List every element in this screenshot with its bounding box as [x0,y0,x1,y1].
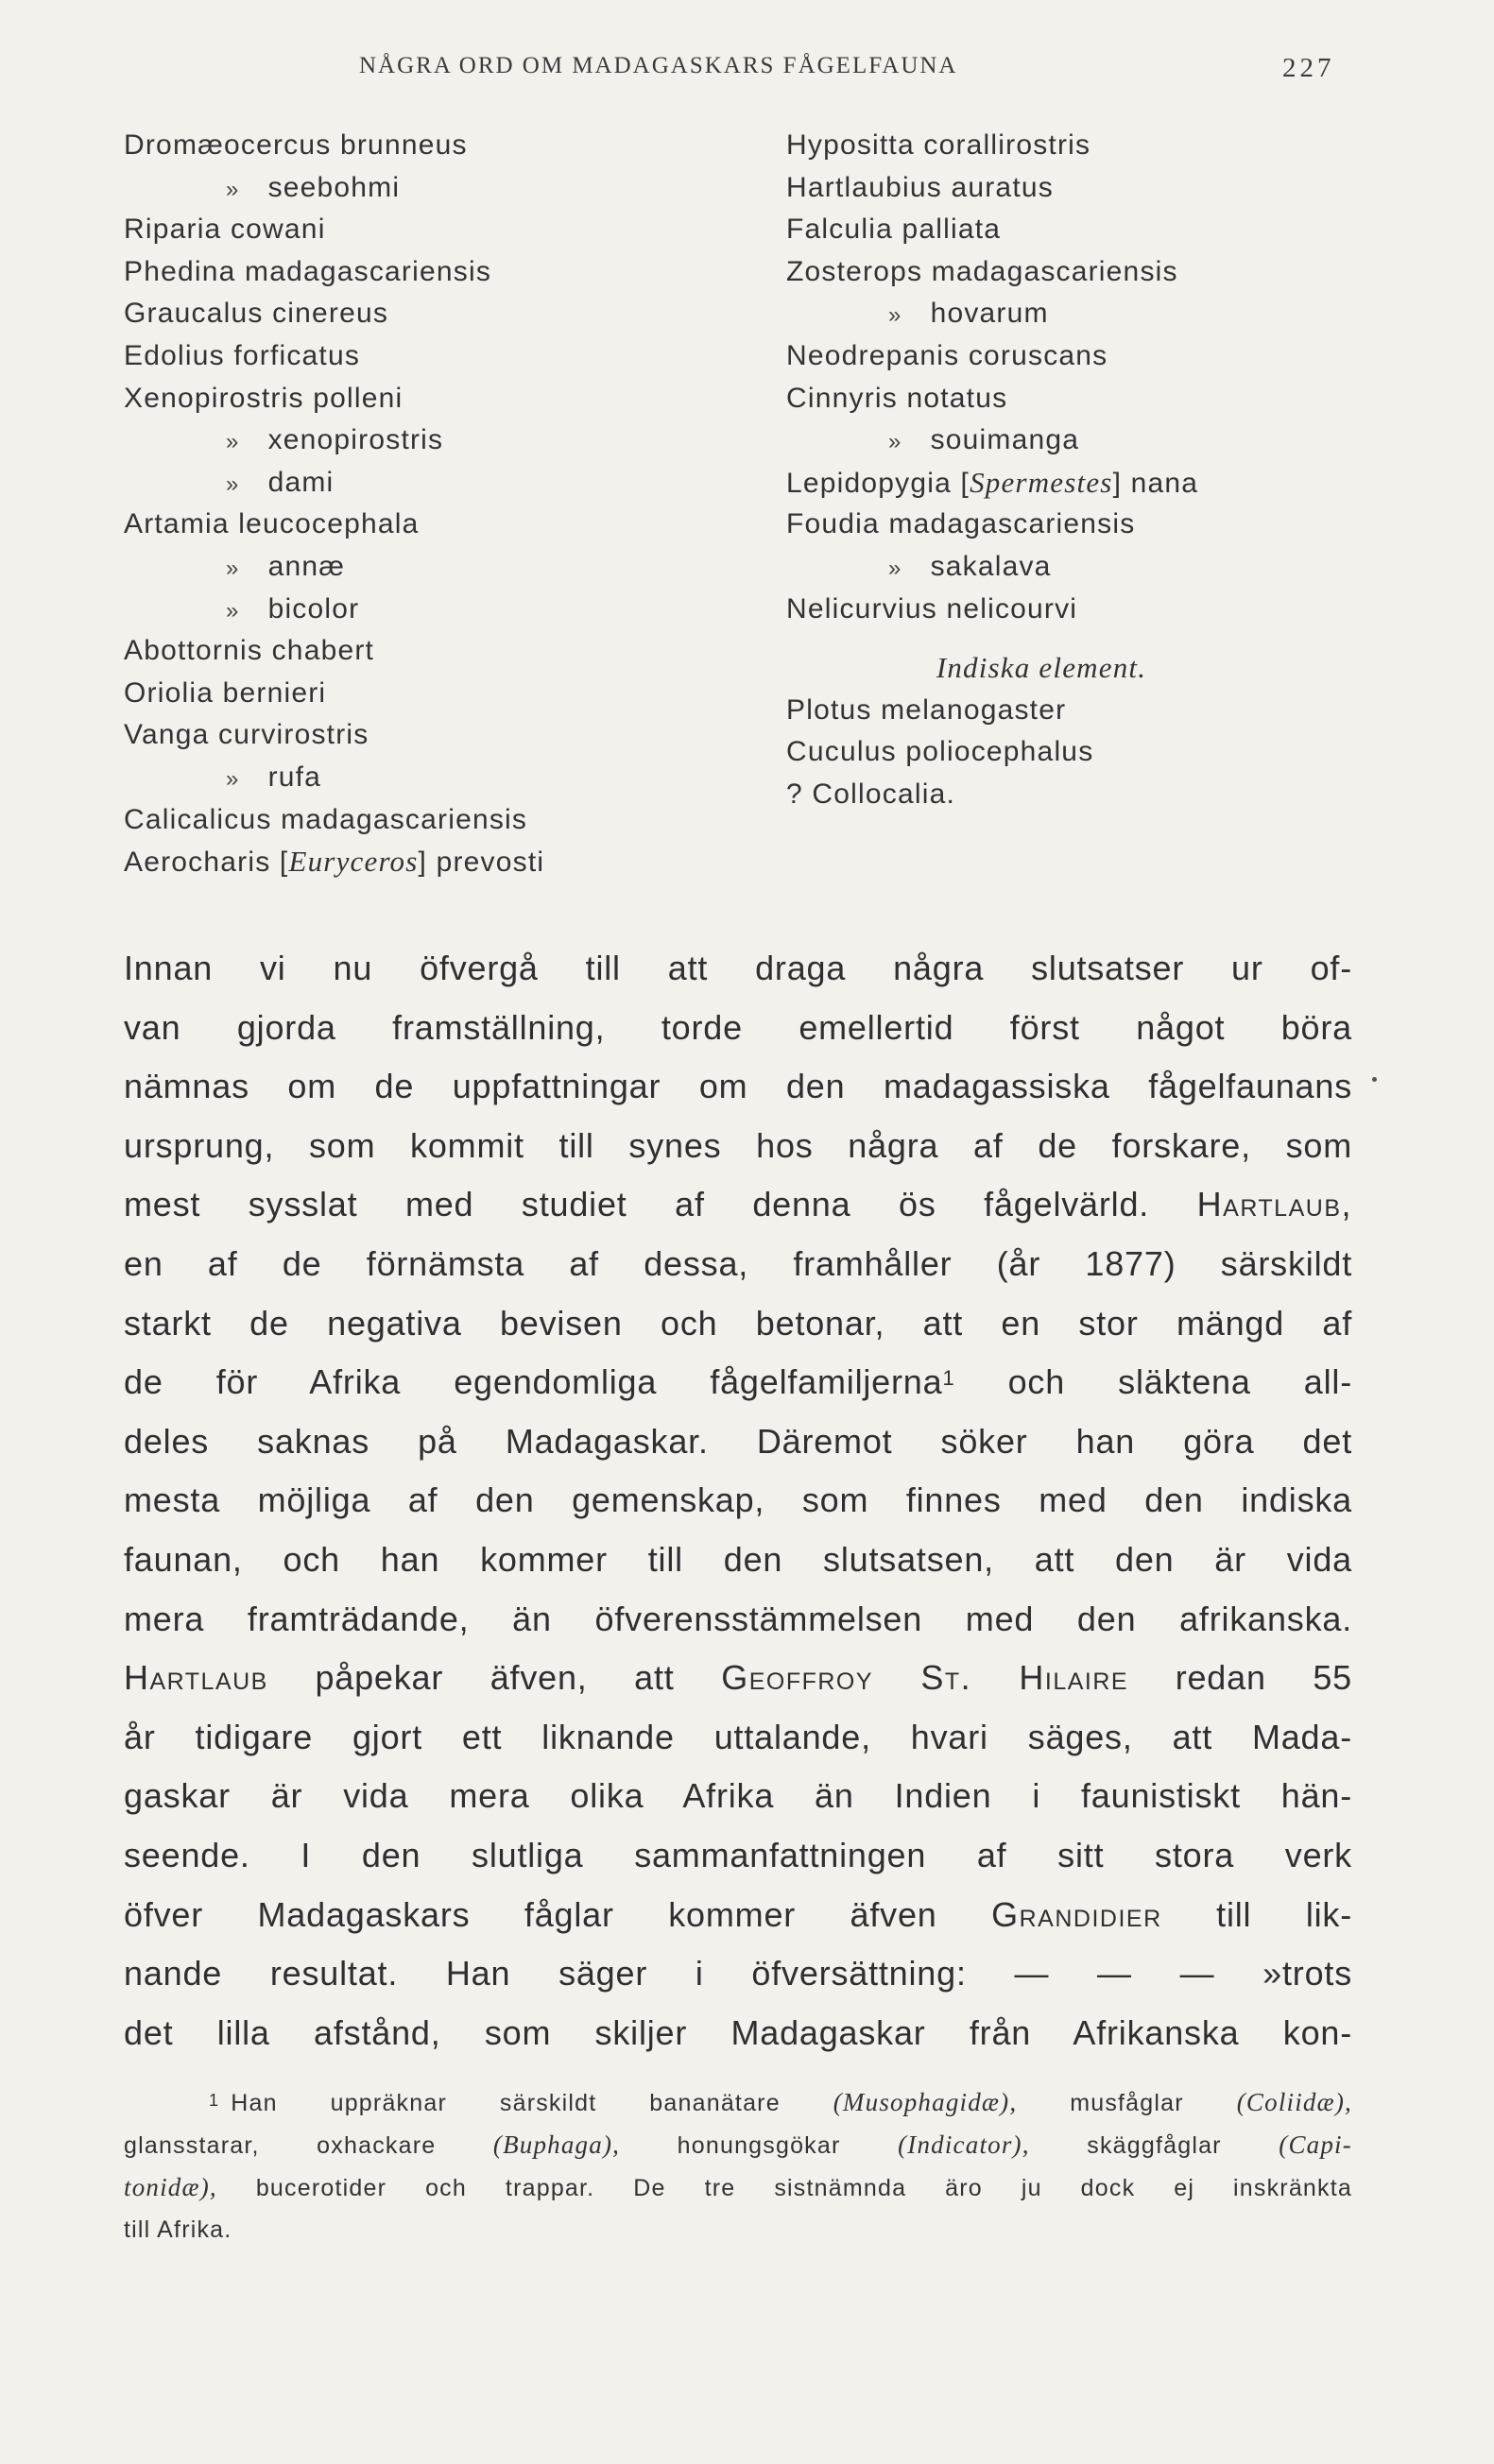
text-line: faunan, och han kommer till den slutsatsen, att den är vida [124,1539,1352,1579]
species-entry [124,125,653,167]
text-line [124,1353,1352,1412]
species-name: seebohmi [267,171,401,203]
text-segment: påpekar äfven, att [315,1658,675,1698]
species-entry [124,589,653,631]
text-line: mera framträdande, än öfverensstämmelsen med den afrikanska. [124,1599,1352,1638]
species-entry [124,841,653,883]
species-entry [124,462,653,505]
taxon-name: (Indicator), [898,2130,1030,2159]
text-line: gaskar är vida mera olika Afrika än Indien i faunistiskt hän- [124,1776,1352,1816]
species-name: Phedina madagascariensis [124,255,492,287]
ditto-mark: » [888,302,902,329]
text-line [124,1649,1352,1708]
text-line: år tidigare gjort ett liknande uttalande, hvari säges, att Mada- [124,1717,1352,1756]
species-name: hovarum [930,298,1049,330]
running-head [0,53,1494,91]
text-line: det lilla afstånd, som skiljer Madagaskar från Afrikanska kon- [124,2012,1352,2052]
species-name: Cinnyris notatus [786,382,1008,414]
text-segment: redan 55 [1175,1658,1352,1698]
species-entry [124,714,653,757]
species-entry [786,378,1353,420]
species-entry [124,209,653,251]
footnote-line: till Afrika. [124,2216,232,2243]
text-segment: och släktena all- [1007,1362,1352,1402]
species-name: Hypositta corallirostris [786,129,1091,161]
species-entry [786,504,1353,546]
author-name: Hartlaub, [1196,1185,1352,1224]
taxon-name: (Coliidæ), [1236,2088,1352,2116]
species-entry [124,546,653,589]
species-name: Graucalus cinereus [124,298,389,330]
text-line [124,1886,1352,1945]
species-entry [786,293,1353,335]
taxon-name: tonidæ), [124,2173,217,2201]
species-list-right [786,125,1353,816]
text-line: nämnas om de uppfattningar om den madagassiska fågelfaunans [124,1067,1352,1106]
text-segment: glansstarar, oxhackare [124,2132,437,2159]
species-entry [786,419,1353,462]
species-list-left [124,125,653,883]
species-name: Lepidopygia [ [786,467,970,499]
species-entry [124,757,653,799]
species-name: dami [267,466,335,498]
text-segment: honungsgökar [677,2132,841,2159]
text-line: deles saknas på Madagaskar. Däremot söker han göra det [124,1421,1352,1461]
ditto-mark: » [226,176,240,202]
species-name: Aerocharis [ [124,847,289,879]
margin-dot [1372,1077,1377,1082]
taxon-name: (Buphaga), [492,2130,621,2159]
footnote-reference: 1 [942,1366,955,1391]
text-line: Innan vi nu öfvergå till att draga några slutsatser ur of- [124,949,1352,987]
footnote-line [124,2166,1352,2209]
text-segment: mest sysslat med studiet af denna ös fågelvärld. [124,1185,1150,1224]
species-name: Hartlaubius auratus [786,171,1054,203]
section-heading: Indiska element. [936,651,1147,685]
species-name: Vanga curvirostris [124,719,369,751]
footnote-line [124,2124,1352,2166]
species-name: Calicalicus madagascariensis [124,803,528,835]
spacer [786,630,1353,647]
author-name: Geoffroy St. Hilaire [721,1658,1129,1698]
text-line: en af de förnämsta af dessa, framhåller (år 1877) särskildt [124,1243,1352,1283]
text-segment: de för Afrika egendomliga fågelfamiljerna [124,1362,943,1402]
species-name: Xenopirostris polleni [124,382,404,414]
text-segment: musfåglar [1070,2090,1184,2116]
species-entry [124,504,653,546]
ditto-mark: » [226,471,240,497]
species-epithet: ] nana [1112,467,1199,499]
ditto-mark: » [888,429,902,455]
species-name: annæ [267,550,346,582]
species-name: Oriolia bernieri [124,676,327,709]
text-line: van gjorda framställning, torde emellertid först något böra [124,1007,1352,1047]
species-entry [124,419,653,462]
text-segment: till lik- [1216,1894,1353,1934]
ditto-mark: » [226,555,240,581]
text-line: ursprung, som kommit till synes hos några af de forskare, som [124,1125,1352,1165]
species-entry [786,335,1353,378]
species-entry [786,774,1353,816]
footnote-mark: 1 [209,2091,220,2110]
text-segment: öfver Madagaskars fåglar kommer äfven [124,1894,937,1934]
species-entry [124,630,653,673]
species-name: xenopirostris [267,424,444,456]
species-name: Artamia leucocephala [124,508,420,540]
ditto-mark: » [226,597,240,624]
page-number: 227 [1282,53,1335,83]
alternate-genus: Euryceros [288,845,419,879]
species-entry [786,589,1353,631]
taxon-name: (Capi- [1279,2130,1352,2159]
text-line [124,1175,1352,1235]
body-paragraph [124,939,1352,2062]
species-name: ? Collocalia. [786,778,956,810]
footnote-line [124,2081,1352,2124]
species-entry [786,167,1353,210]
text-line: starkt de negativa bevisen och betonar, att en stor mängd af [124,1303,1352,1343]
footnote [124,2081,1352,2251]
species-entry [124,378,653,420]
species-entry [786,251,1353,294]
species-name: Plotus melanogaster [786,693,1067,726]
species-entry [786,731,1353,774]
species-name: Abottornis chabert [124,635,375,667]
author-name: Hartlaub [124,1658,268,1698]
taxon-name: (Musophagidæ), [833,2088,1018,2116]
species-name: Dromæocercus brunneus [124,129,468,161]
text-segment: Han uppräknar särskildt bananätare [231,2090,781,2116]
species-name: Zosterops madagascariensis [786,255,1178,287]
species-name: Cuculus poliocephalus [786,736,1094,768]
species-entry [786,209,1353,251]
species-name: Riparia cowani [124,214,326,246]
species-entry [124,799,653,842]
species-entry [786,125,1353,167]
ditto-mark: » [226,765,240,792]
species-name: Falculia palliata [786,214,1002,246]
alternate-genus: Spermestes [970,465,1113,499]
species-entry [786,462,1353,505]
author-name: Grandidier [991,1894,1162,1934]
species-entry [786,690,1353,732]
species-name: Neodrepanis coruscans [786,339,1108,371]
text-line: mesta möjliga af den gemenskap, som finnes med den indiska [124,1480,1352,1520]
text-segment: skäggfåglar [1087,2132,1222,2159]
species-entry [124,335,653,378]
ditto-mark: » [888,555,902,581]
species-epithet: ] prevosti [418,847,545,879]
species-name: bicolor [267,592,360,625]
species-name: Nelicurvius nelicourvi [786,592,1078,625]
species-name: souimanga [930,424,1080,456]
text-line: seende. I den slutliga sammanfattningen af sitt stora verk [124,1835,1352,1874]
text-segment: bucerotider och trappar. De tre sistnämnda äro ju dock ej inskränkta [255,2175,1352,2201]
species-name: Edolius forficatus [124,339,361,371]
ditto-mark: » [226,429,240,455]
running-title: NÅGRA ORD OM MADAGASKARS FÅGELFAUNA [359,53,958,78]
species-name: rufa [267,761,322,793]
species-entry [124,673,653,715]
species-name: Foudia madagascariensis [786,508,1136,540]
text-line: nande resultat. Han säger i öfversättning: — — — »trots [124,1954,1352,1993]
species-entry [124,167,653,210]
species-name: sakalava [930,550,1052,582]
species-entry [124,293,653,335]
species-entry [786,546,1353,589]
species-entry [124,251,653,294]
